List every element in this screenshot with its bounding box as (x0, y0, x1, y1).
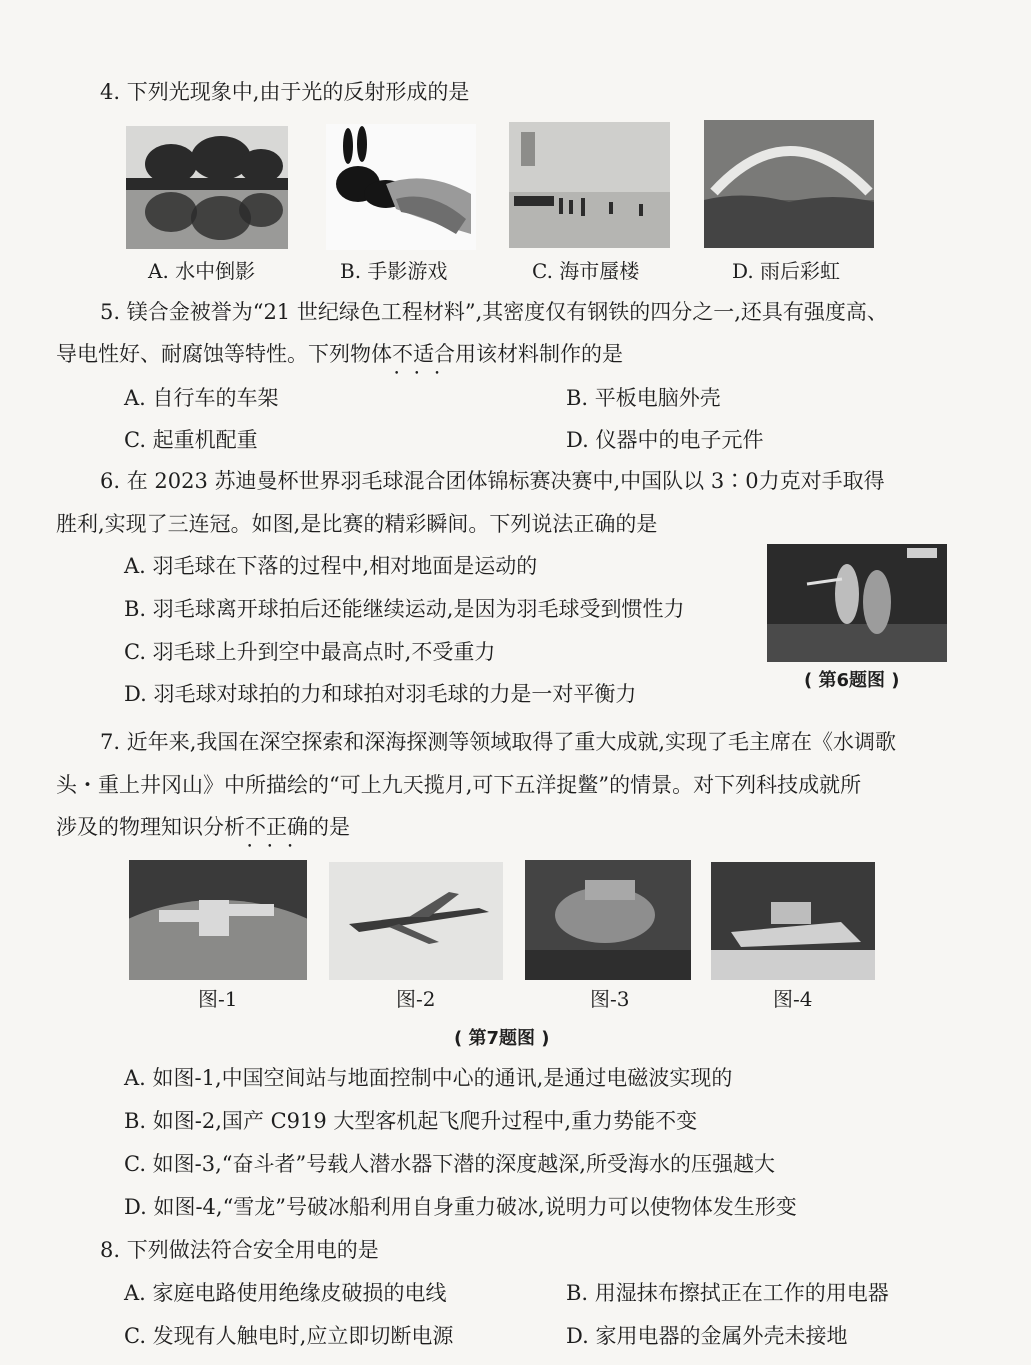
q7-figure-caption: ( 第7题图 ) (454, 1028, 550, 1049)
q7-option-b[interactable]: B. 如图-2,国产 C919 大型客机起飞爬升过程中,重力势能不变 (124, 1109, 698, 1133)
q7-stem-line3 (56, 813, 350, 841)
q8-option-a[interactable]: A. 家庭电路使用绝缘皮破损的电线 (124, 1281, 447, 1305)
q5-stem-line1: 5. 镁合金被誉为“21 世纪绿色工程材料”,其密度仅有钢铁的四分之一,还具有强度高、 (100, 300, 888, 324)
q4-option-a[interactable]: A. 水中倒影 (148, 259, 256, 283)
q7-stem-text-b: 的是 (308, 815, 350, 839)
q7-option-d[interactable]: D. 如图-4,“雪龙”号破冰船利用自身重力破冰,说明力可以使物体发生形变 (124, 1195, 797, 1219)
q6-option-d[interactable]: D. 羽毛球对球拍的力和球拍对羽毛球的力是一对平衡力 (124, 682, 637, 706)
q5-stem-text-b: 用该材料制作的是 (455, 342, 623, 366)
q8-stem: 8. 下列做法符合安全用电的是 (100, 1238, 379, 1262)
q7-photo-c919 (329, 862, 503, 980)
q4-option-c[interactable]: C. 海市蜃楼 (532, 259, 640, 283)
q6-stem-line1: 6. 在 2023 苏迪曼杯世界羽毛球混合团体锦标赛决赛中,中国队以 3∶0力克对手取得 (100, 469, 885, 493)
q5-emphasis: 不适合 • • • (392, 342, 455, 366)
q5-option-d[interactable]: D. 仪器中的电子元件 (566, 428, 764, 452)
q5-option-c[interactable]: C. 起重机配重 (124, 428, 258, 452)
q7-photo-submersible (525, 860, 691, 980)
q8-option-d[interactable]: D. 家用电器的金属外壳未接地 (566, 1324, 848, 1348)
q6-figure-caption: ( 第6题图 ) (804, 670, 900, 691)
q4-photo-hand-shadow (326, 124, 476, 250)
q7-figure-2-label: 图-2 (396, 987, 436, 1011)
q7-photo-icebreaker (711, 862, 875, 980)
q7-photo-space-station (129, 860, 307, 980)
q7-option-c[interactable]: C. 如图-3,“奋斗者”号载人潜水器下潜的深度越深,所受海水的压强越大 (124, 1152, 775, 1176)
q4-option-d[interactable]: D. 雨后彩虹 (732, 259, 841, 283)
q4-photo-mirage (509, 122, 670, 248)
q8-option-b[interactable]: B. 用湿抹布擦拭正在工作的用电器 (566, 1281, 889, 1305)
q5-option-a[interactable]: A. 自行车的车架 (124, 386, 279, 410)
q7-stem-line2: 头・重上井冈山》中所描绘的“可上九天揽月,可下五洋捉鳖”的情景。对下列科技成就所 (56, 773, 862, 797)
q7-stem-text-a: 涉及的物理知识分析 (56, 815, 245, 839)
q4-stem: 4. 下列光现象中,由于光的反射形成的是 (100, 80, 470, 104)
q6-option-a[interactable]: A. 羽毛球在下落的过程中,相对地面是运动的 (124, 554, 538, 578)
q6-option-b[interactable]: B. 羽毛球离开球拍后还能继续运动,是因为羽毛球受到惯性力 (124, 597, 685, 621)
q7-stem-line1: 7. 近年来,我国在深空探索和深海探测等领域取得了重大成就,实现了毛主席在《水调歌 (100, 730, 897, 754)
q7-figure-1-label: 图-1 (198, 987, 238, 1011)
q5-stem-line2 (56, 340, 623, 368)
q4-option-b[interactable]: B. 手影游戏 (340, 259, 448, 283)
q4-photo-reflection (126, 126, 288, 249)
q6-option-c[interactable]: C. 羽毛球上升到空中最高点时,不受重力 (124, 640, 496, 664)
q7-option-a[interactable]: A. 如图-1,中国空间站与地面控制中心的通讯,是通过电磁波实现的 (124, 1066, 733, 1090)
q5-option-b[interactable]: B. 平板电脑外壳 (566, 386, 721, 410)
q7-figure-4-label: 图-4 (773, 987, 813, 1011)
q7-figure-3-label: 图-3 (590, 987, 630, 1011)
q7-emphasis: 不正确 • • • (245, 815, 308, 839)
q8-option-c[interactable]: C. 发现有人触电时,应立即切断电源 (124, 1324, 454, 1348)
q6-stem-line2: 胜利,实现了三连冠。如图,是比赛的精彩瞬间。下列说法正确的是 (56, 512, 658, 536)
q4-photo-rainbow (704, 120, 874, 248)
q6-photo-badminton (767, 544, 947, 662)
q5-stem-text-a: 导电性好、耐腐蚀等特性。下列物体 (56, 342, 392, 366)
